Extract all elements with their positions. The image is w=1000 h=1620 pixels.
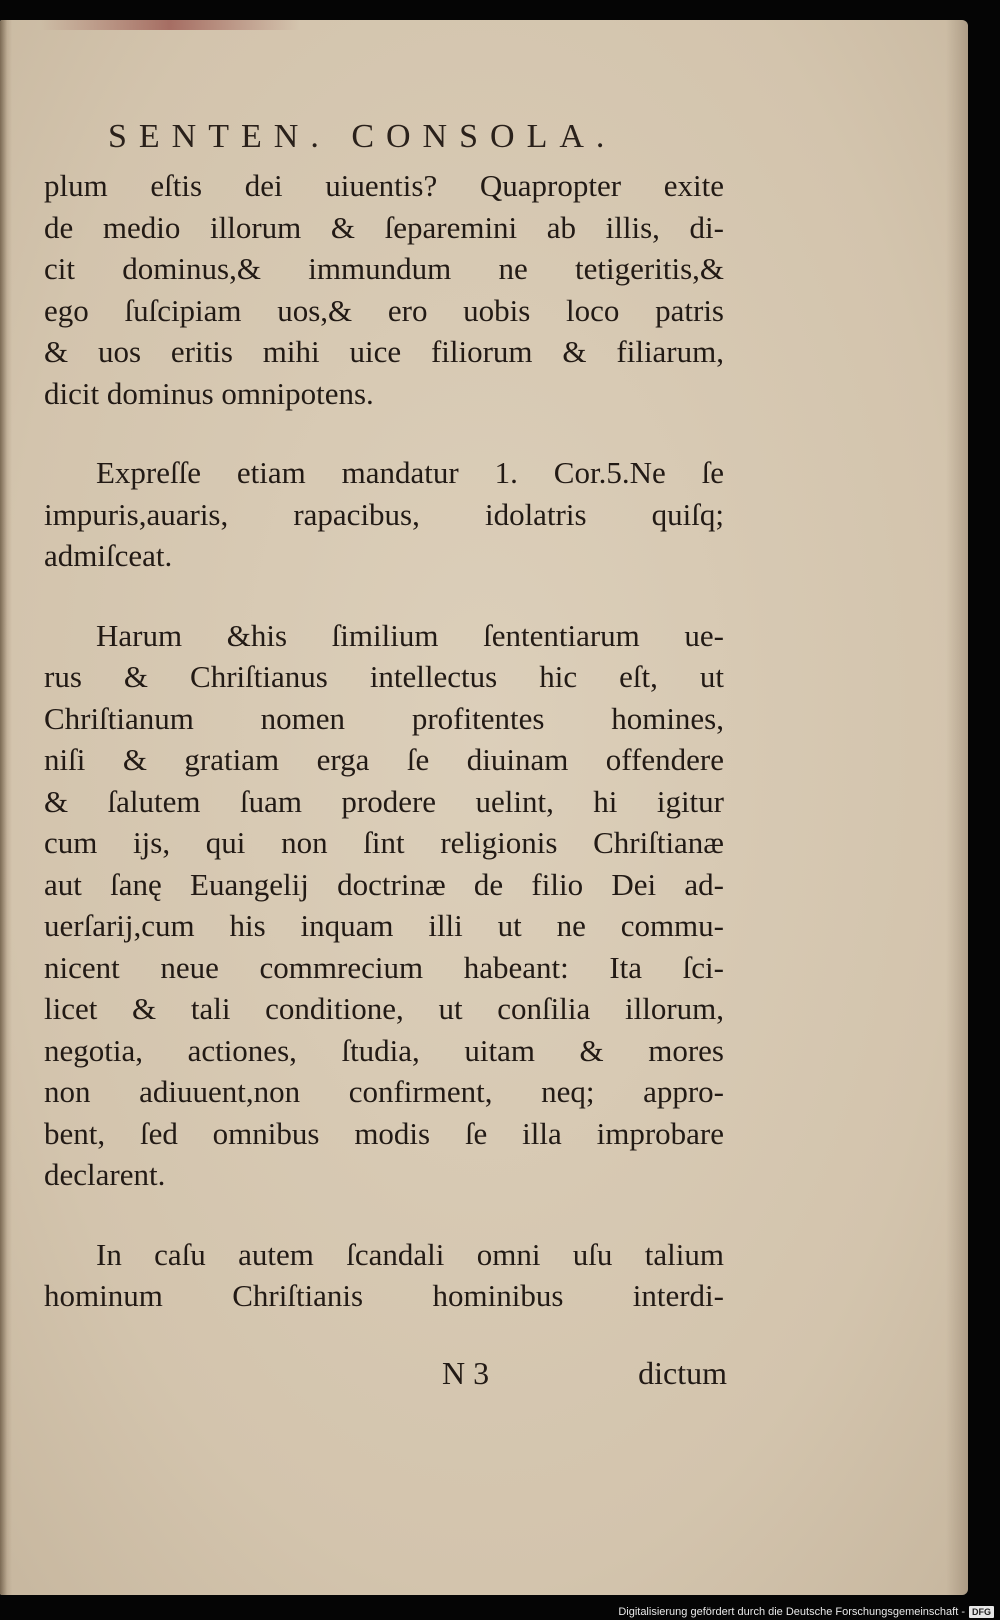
- dfg-logo: DFG: [969, 1606, 994, 1618]
- text-line: hominum Chriſtianis hominibus interdi-: [44, 1278, 724, 1313]
- paragraph: [44, 1234, 724, 1317]
- page-edge-shadow: [946, 20, 968, 1595]
- paragraph: [44, 452, 724, 577]
- running-head: SENTEN. CONSOLA.: [108, 118, 617, 155]
- text-line: uerſarij,cum his inquam illi ut ne commu-: [44, 908, 724, 943]
- text-line: Harum &his ſimilium ſententiarum ue-: [96, 617, 724, 653]
- paragraph: [44, 615, 724, 1196]
- text-line: nicent neue commrecium habeant: Ita ſci-: [44, 949, 724, 985]
- text-line: plum eſtis dei uiuentis? Quapropter exite: [44, 168, 724, 203]
- page-binding-shadow: [0, 20, 12, 1595]
- text-line: cum ijs, qui non ſint religionis Chriſtianæ: [44, 825, 724, 860]
- body-text: [44, 165, 724, 1317]
- paragraph: [44, 165, 724, 414]
- text-line: declarent.: [44, 1157, 166, 1192]
- catchword: dictum: [638, 1355, 727, 1391]
- credit-text: Digitalisierung gefördert durch die Deutsche Forschungsgemeinschaft -: [618, 1606, 965, 1618]
- book-page: [0, 20, 968, 1595]
- text-line: non adiuuent,non confirment, neq; appro-: [44, 1074, 724, 1109]
- paragraph-gap: [44, 1196, 724, 1234]
- text-line: & uos eritis mihi uice filiorum & filiarum,: [44, 334, 724, 369]
- page-footer-marks: [442, 1355, 727, 1392]
- text-line: impuris,auaris, rapacibus, idolatris quiſq;: [44, 496, 724, 532]
- paragraph-gap: [44, 577, 724, 615]
- text-line: negotia, actiones, ſtudia, uitam & mores: [44, 1032, 724, 1068]
- text-line: Chriſtianum nomen profitentes homines,: [44, 700, 724, 736]
- text-line: aut ſanę Euangelij doctrinæ de filio Dei ad-: [44, 866, 724, 902]
- text-line: de medio illorum & ſeparemini ab illis, di-: [44, 209, 724, 245]
- text-line: dicit dominus omnipotens.: [44, 375, 374, 411]
- paragraph-gap: [44, 414, 724, 452]
- text-line: cit dominus,& immundum ne tetigeritis,&: [44, 251, 724, 286]
- digitization-credit: [618, 1606, 994, 1618]
- text-line: niſi & gratiam erga ſe diuinam offendere: [44, 742, 724, 777]
- page-stain: [40, 20, 300, 30]
- signature-mark: N 3: [442, 1355, 490, 1391]
- text-line: & ſalutem ſuam prodere uelint, hi igitur: [44, 783, 724, 819]
- text-line: ego ſuſcipiam uos,& ero uobis loco patris: [44, 292, 724, 328]
- text-line: Expreſſe etiam mandatur 1. Cor.5.Ne ſe: [96, 455, 724, 490]
- text-line: rus & Chriſtianus intellectus hic eſt, ut: [44, 659, 724, 694]
- text-line: In caſu autem ſcandali omni uſu talium: [96, 1236, 724, 1272]
- text-line: admiſceat.: [44, 538, 173, 573]
- text-line: licet & tali conditione, ut conſilia illorum,: [44, 991, 724, 1026]
- text-line: bent, ſed omnibus modis ſe illa improbare: [44, 1115, 724, 1151]
